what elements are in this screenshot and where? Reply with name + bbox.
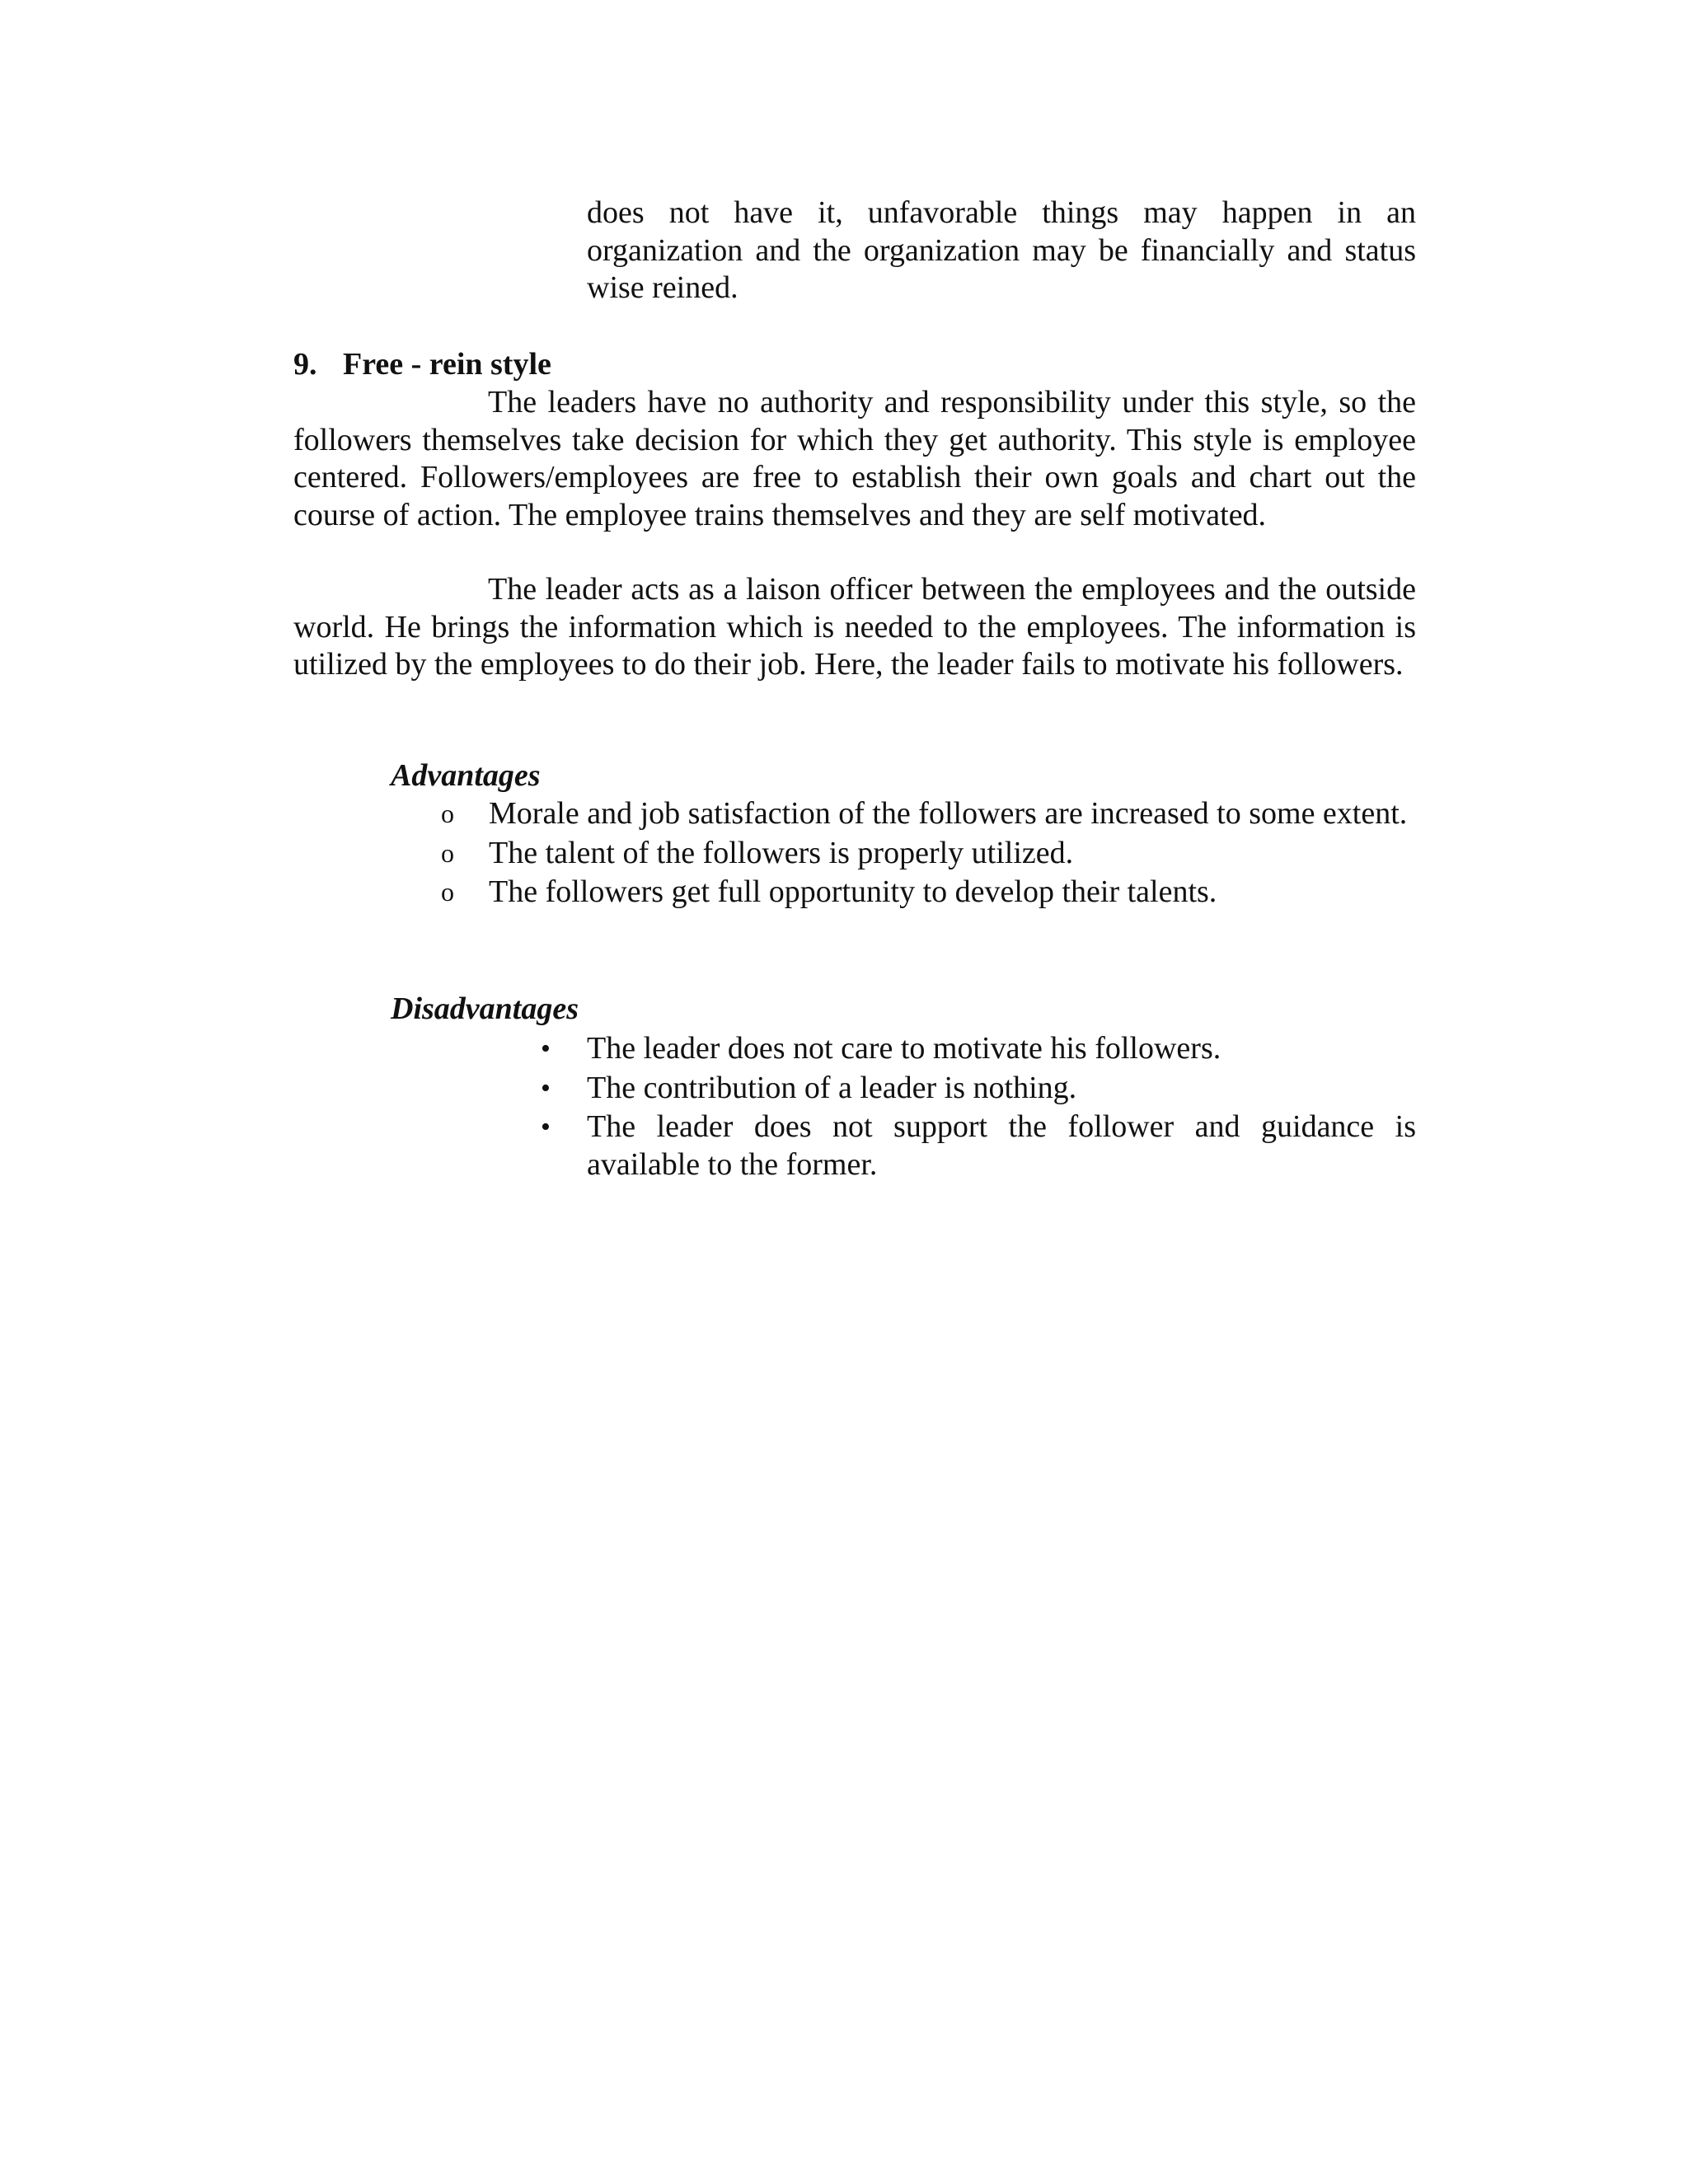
section-heading xyxy=(293,346,551,384)
section-title: Free - rein style xyxy=(343,347,551,382)
list-item xyxy=(541,1070,1416,1108)
list-item-text: The followers get full opportunity to develop their talents. xyxy=(489,874,1217,909)
list-item-text: The leader does not support the follower and guidance is available to the former. xyxy=(587,1109,1416,1182)
body-paragraph-1: The leaders have no authority and responsibility under this style, so the followers themselves take decision for which they get authority. This style is employee centered. Followers/employees are free to establish their own goals and chart out the course of action. The employee trains themselves and they are self motivated. xyxy=(293,385,1416,532)
list-item xyxy=(441,795,1416,833)
disadvantages-heading: Disadvantages xyxy=(391,991,579,1026)
list-item xyxy=(441,874,1416,912)
list-item-text: Morale and job satisfaction of the followers are increased to some extent. xyxy=(489,796,1408,831)
list-item xyxy=(541,1030,1416,1068)
hollow-bullet-icon: o xyxy=(441,877,454,907)
section-number: 9. xyxy=(293,347,317,382)
list-item-text: The talent of the followers is properly utilized. xyxy=(489,835,1074,870)
advantages-heading: Advantages xyxy=(391,758,541,793)
advantages-list xyxy=(441,795,1416,912)
list-item-text: The leader does not care to motivate his followers. xyxy=(587,1031,1221,1066)
hollow-bullet-icon: o xyxy=(441,837,454,868)
continuation-paragraph: does not have it, unfavorable things may happen in an organization and the organization may be financially and status wise reined. xyxy=(587,195,1416,305)
bullet-icon: • xyxy=(541,1033,551,1064)
list-item xyxy=(541,1108,1416,1183)
bullet-icon: • xyxy=(541,1112,551,1142)
body-paragraph-2: The leader acts as a laison officer between the employees and the outside world. He brings the information which is needed to the employees. The information is utilized by the employees to do their job. Here, the leader fails to motivate his followers. xyxy=(293,572,1416,682)
hollow-bullet-icon: o xyxy=(441,799,454,828)
list-item xyxy=(441,835,1416,873)
disadvantages-list xyxy=(541,1030,1416,1183)
list-item-text: The contribution of a leader is nothing. xyxy=(587,1070,1077,1105)
bullet-icon: • xyxy=(541,1072,551,1104)
